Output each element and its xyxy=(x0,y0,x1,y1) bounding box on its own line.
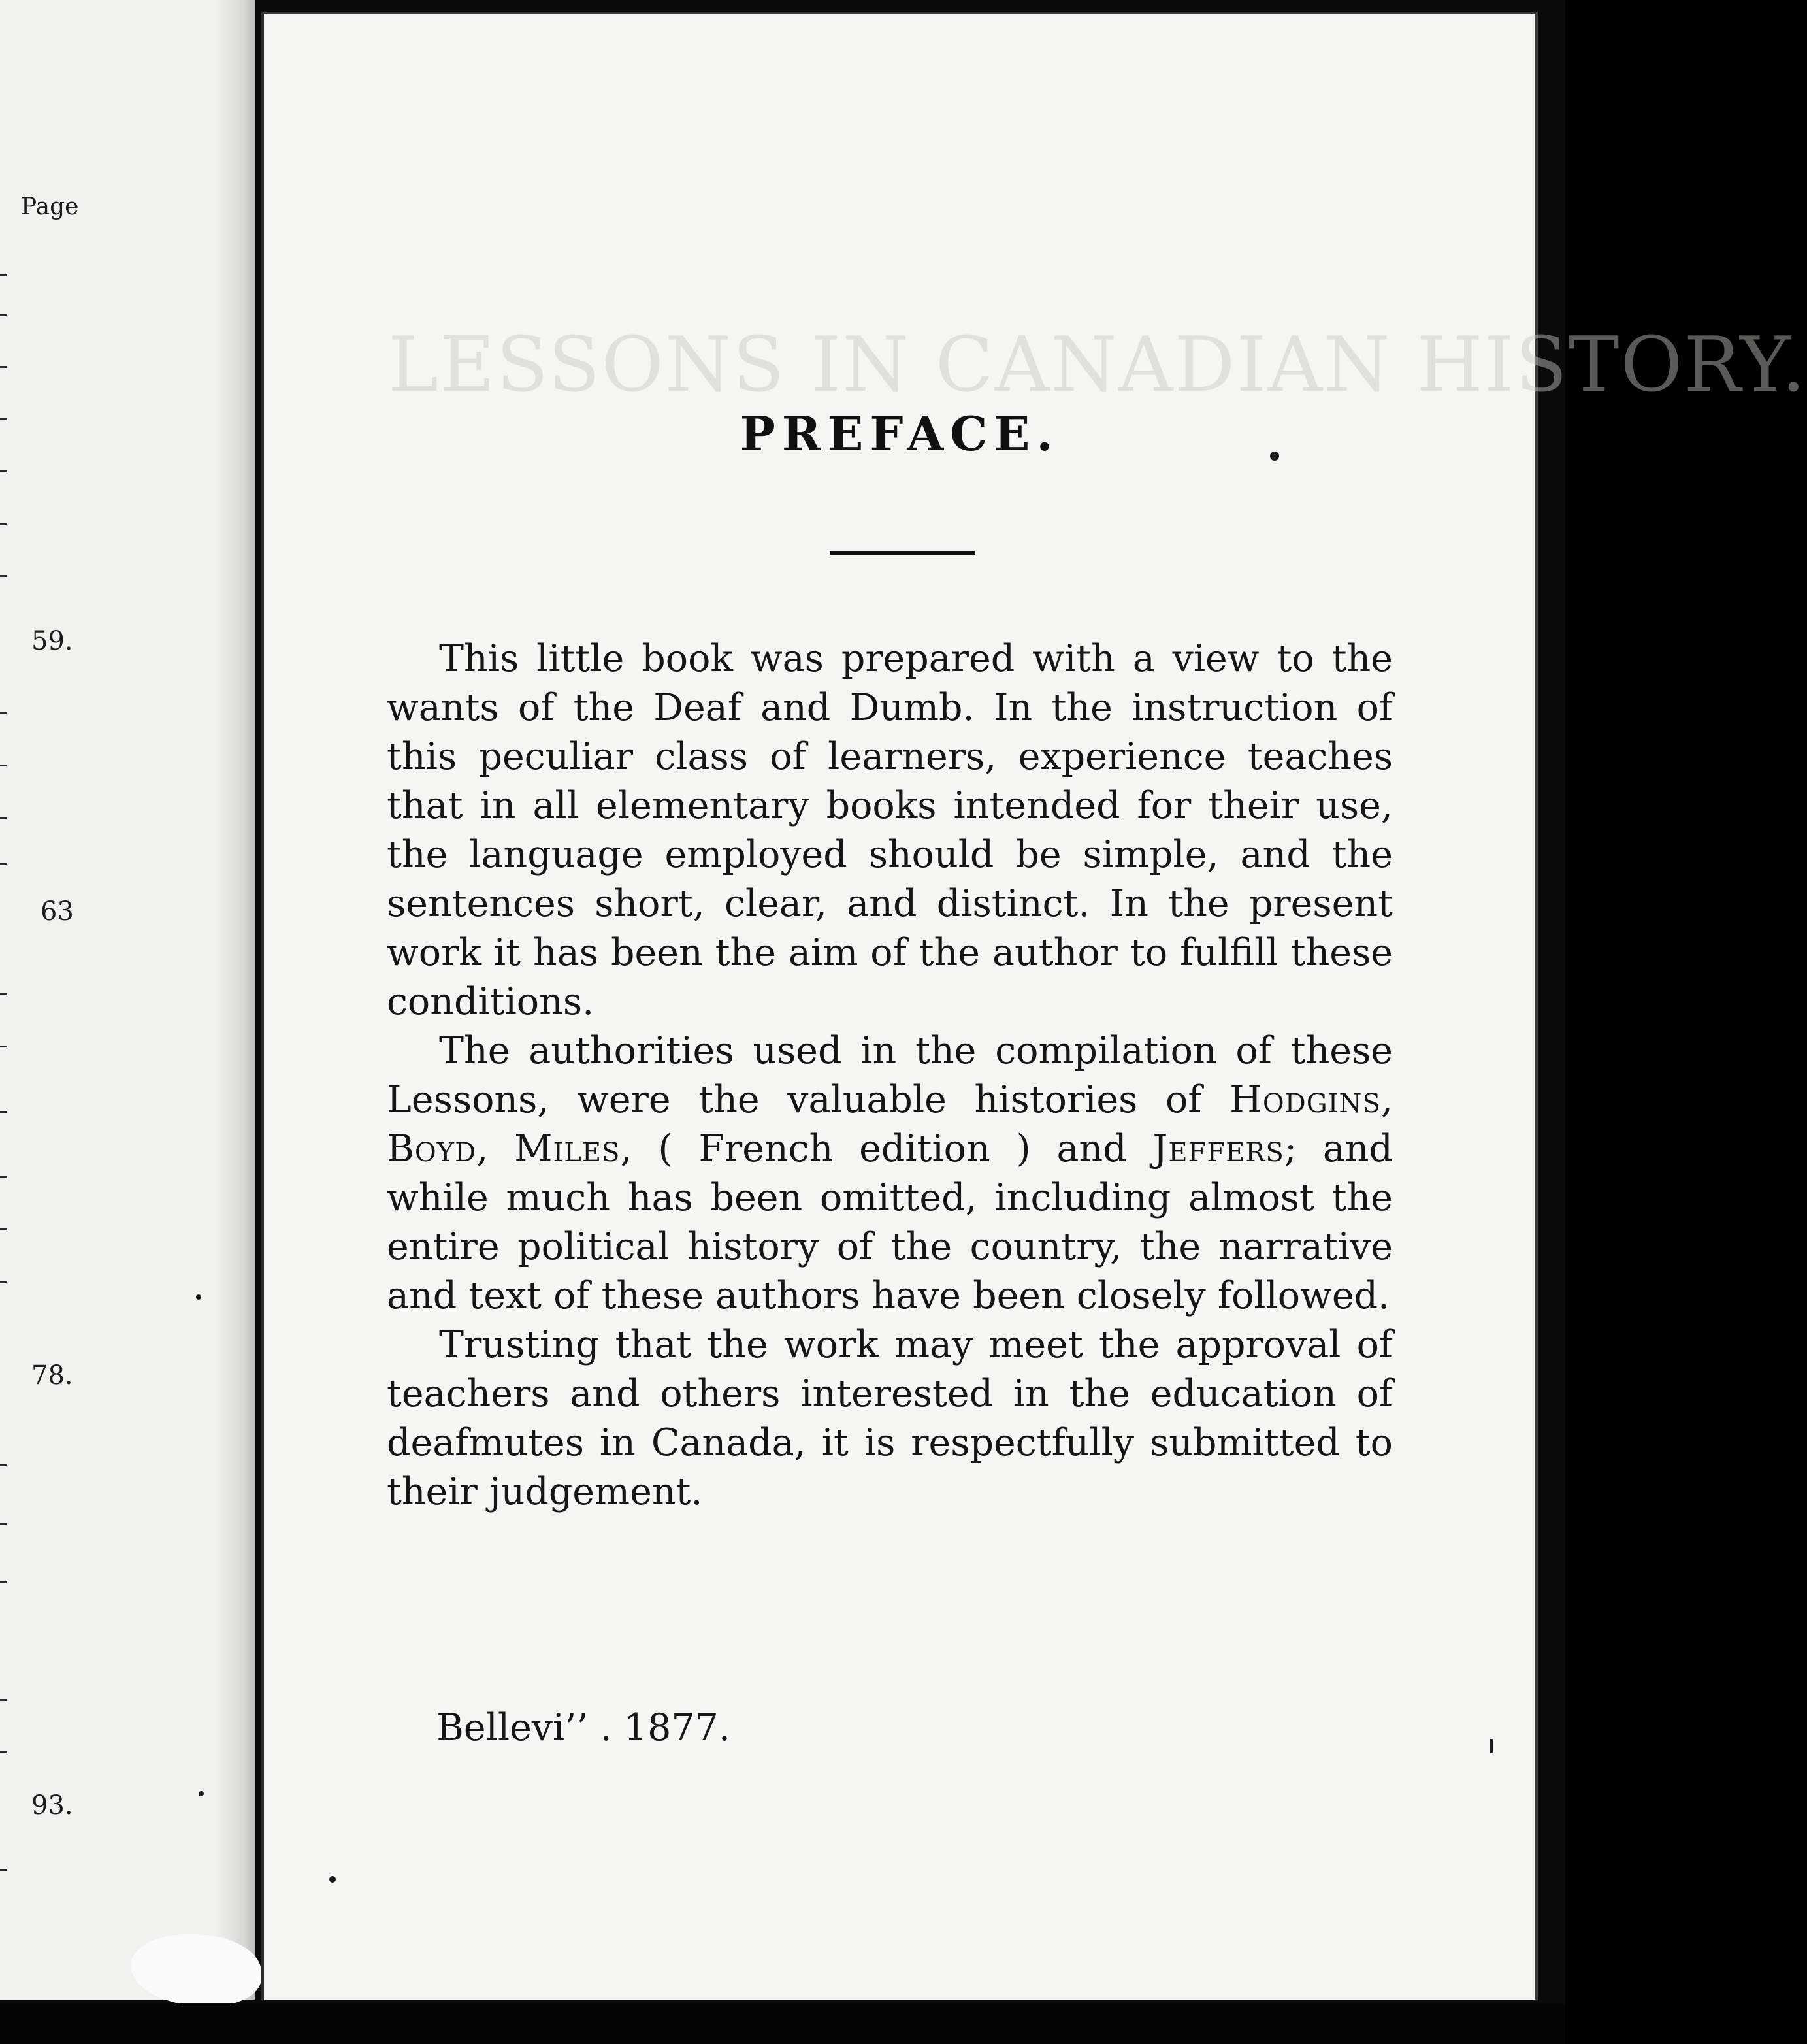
leader-dot xyxy=(0,274,7,276)
leader-dot xyxy=(0,1581,7,1583)
show-through-title: LESSONS IN CANADIAN HISTORY. xyxy=(388,321,1807,409)
leader-dot xyxy=(0,470,7,472)
paragraph-text: , ( French edition ) and xyxy=(620,1127,1127,1170)
ink-speck xyxy=(329,1876,336,1883)
leader-dot xyxy=(0,1869,7,1871)
leader-dot xyxy=(0,1228,7,1230)
paragraph: This little book was prepared with a view to the wants of the Deaf and Dumb. In the instruction of this peculiar class of learners, experience teaches that in all elementary books intended for their use, the language employed should be simple, and the sentences short, clear, and distinct. In the present work it has been the aim of the author to fulfill these conditions. xyxy=(387,637,1393,1023)
leader-dot xyxy=(0,1176,7,1178)
place-and-date: Bellevi’’ . 1877. xyxy=(436,1706,731,1749)
page-title: PREFACE. xyxy=(740,406,1060,461)
separator: , xyxy=(476,1127,489,1170)
preface-page xyxy=(261,12,1807,2000)
ink-speck xyxy=(1270,452,1279,461)
leader-dot xyxy=(0,1751,7,1753)
leader-dot xyxy=(0,575,7,577)
ink-speck xyxy=(196,1294,201,1300)
paragraph: Trusting that the work may meet the approval of teachers and others interested in the education of deafmutes in Canada, it is respectfully submitted to their judgement. xyxy=(387,1323,1393,1513)
leader-dot xyxy=(0,1523,7,1525)
preface-body xyxy=(387,635,1393,1517)
leader-dot xyxy=(0,1464,7,1466)
leader-dot xyxy=(0,1281,7,1283)
leader-dot xyxy=(0,418,7,420)
leader-dot xyxy=(0,314,7,316)
author-name: Hodgins xyxy=(1229,1078,1381,1121)
book-gutter-shadow xyxy=(216,0,255,2000)
paragraph-text: The authorities used in the compilation of these Lessons, were the valuable histories of xyxy=(387,1029,1393,1121)
separator: , xyxy=(1380,1078,1393,1121)
leader-dot xyxy=(0,712,7,714)
author-name: Boyd xyxy=(387,1127,477,1170)
scan-bottom-edge xyxy=(0,2003,1565,2044)
ink-speck xyxy=(1490,1739,1493,1753)
page-number: 59. xyxy=(31,626,73,656)
leader-dot xyxy=(0,1046,7,1047)
leader-dot xyxy=(0,863,7,865)
ink-speck xyxy=(199,1791,204,1796)
title-rule xyxy=(830,551,975,555)
leader-dot xyxy=(0,993,7,995)
leader-dot xyxy=(0,765,7,766)
author-name: Miles xyxy=(514,1127,621,1170)
page-column-label: Page xyxy=(21,193,79,220)
leader-dot xyxy=(0,1699,7,1701)
leader-dot xyxy=(0,366,7,368)
leader-dot xyxy=(0,817,7,819)
paragraph xyxy=(387,1027,1393,1321)
leader-dot xyxy=(0,1111,7,1113)
page-number: 93. xyxy=(31,1790,73,1821)
leader-dot xyxy=(0,523,7,525)
page-number: 63 xyxy=(41,897,74,927)
page-number: 78. xyxy=(31,1360,73,1391)
paragraph-text: ; and while much has been omitted, including almost the entire political history of the country, the narrative and text of these authors have been closely followed. xyxy=(387,1127,1393,1317)
author-name: Jeffers xyxy=(1152,1127,1284,1170)
